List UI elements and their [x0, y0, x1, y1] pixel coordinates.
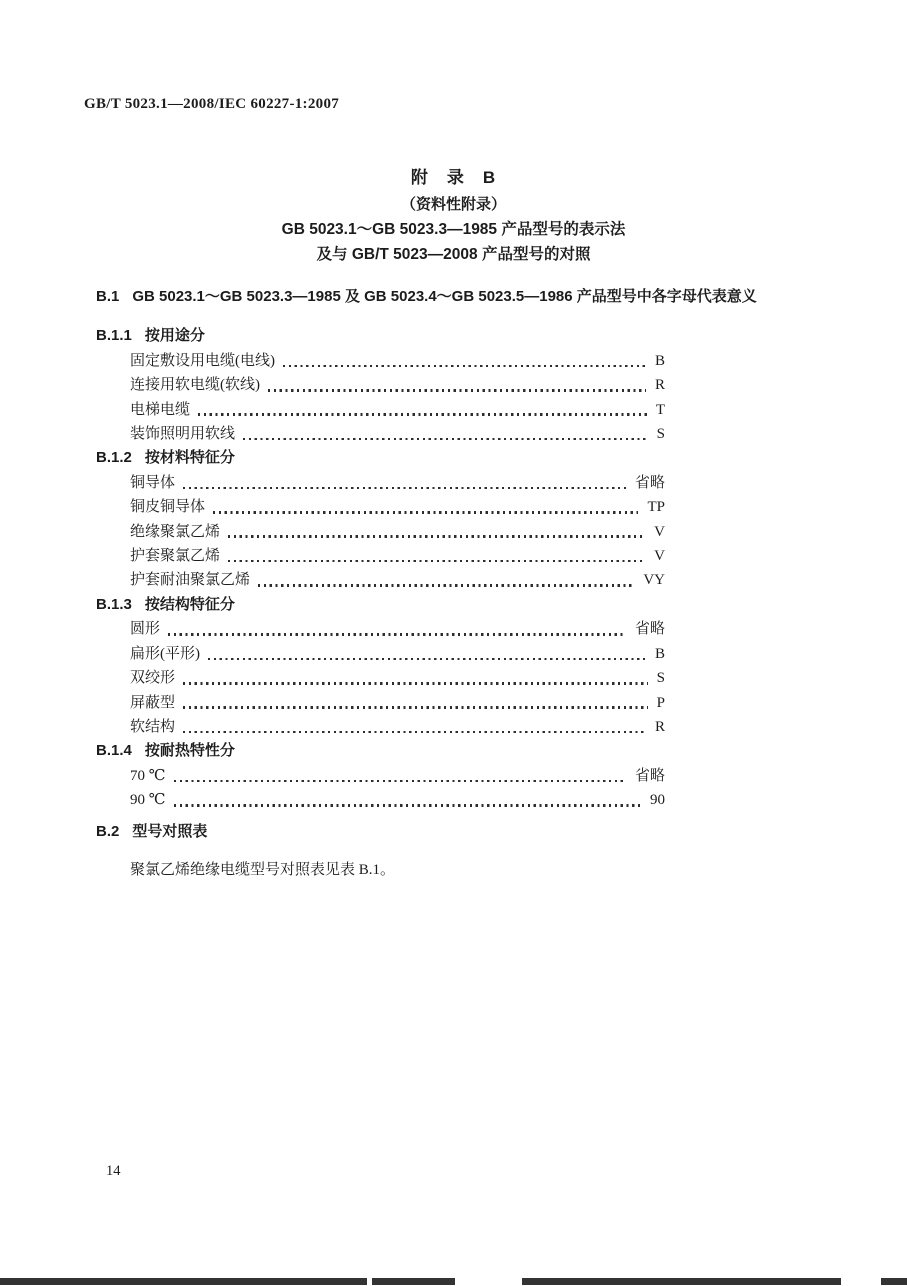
spec-item-row: [130, 788, 665, 812]
document-body: [96, 285, 791, 882]
spec-item-row: [130, 495, 665, 519]
subsection-b13-heading: [96, 593, 791, 617]
spec-item-code: 省略: [634, 767, 665, 784]
spec-item-row: [130, 642, 665, 666]
section-b1-title: GB 5023.1～GB 5023.3—1985 及 GB 5023.4～GB 5023.5—1986 产品型号中各字母代表意义: [132, 288, 757, 305]
spec-item-row: [130, 471, 665, 495]
dot-leader: [174, 780, 626, 783]
spec-item-code: V: [654, 548, 665, 565]
subsection-b12-heading: [96, 446, 791, 470]
spec-item-code: B: [654, 352, 665, 369]
spec-item-row: [130, 398, 665, 422]
scan-artifact-bar: [881, 1278, 907, 1285]
dot-leader: [198, 413, 647, 416]
subsection-b12-number: B.1.2: [96, 449, 132, 467]
spec-item-row: [130, 349, 665, 373]
spec-item-label: 双绞形: [130, 670, 176, 687]
spec-item-code: 省略: [634, 474, 665, 491]
spec-item-code: R: [654, 718, 665, 735]
spec-item-label: 固定敷设用电缆(电线): [130, 352, 275, 369]
spec-item-label: 连接用软电缆(软线): [130, 377, 260, 394]
spec-item-code: 省略: [634, 621, 665, 638]
section-b2-title: 型号对照表: [132, 822, 208, 840]
section-b1-heading: [96, 285, 791, 309]
spec-item-code: TP: [647, 499, 665, 516]
spec-item-label: 铜导体: [130, 474, 176, 491]
spec-item-row: [130, 520, 665, 544]
dot-leader: [283, 365, 646, 368]
subsection-b11-heading: [96, 324, 791, 348]
spec-item-label: 70 ℃: [130, 767, 166, 784]
scan-artifact-bar: [372, 1278, 455, 1285]
dot-leader: [183, 682, 648, 685]
dot-leader: [228, 560, 645, 563]
spec-item-row: [130, 422, 665, 446]
section-b2-number: B.2: [96, 822, 120, 840]
subsection-b11-title: 按用途分: [144, 327, 205, 345]
spec-item-label: 护套聚氯乙烯: [130, 548, 221, 565]
appendix-subtitle-line-2: 及与 GB/T 5023—2008 产品型号的对照: [316, 246, 591, 263]
spec-item-code: S: [656, 670, 665, 687]
spec-item-row: [130, 544, 665, 568]
spec-item-label: 90 ℃: [130, 792, 166, 809]
spec-item-label: 装饰照明用软线: [130, 426, 236, 443]
appendix-subtitle-line-1: GB 5023.1～GB 5023.3—1985 产品型号的表示法: [281, 221, 626, 238]
dot-leader: [183, 731, 646, 734]
spec-item-label: 屏蔽型: [130, 694, 176, 711]
page-number: 14: [106, 1163, 121, 1179]
subsection-b14-title: 按耐热特性分: [144, 742, 235, 760]
appendix-title-block: [0, 164, 907, 267]
spec-item-label: 护套耐油聚氯乙烯: [130, 572, 251, 589]
dot-leader: [228, 535, 645, 538]
dot-leader: [258, 584, 634, 587]
section-b2-heading: [96, 820, 791, 844]
spec-item-code: S: [656, 426, 665, 443]
subsection-b11-number: B.1.1: [96, 327, 132, 345]
subsection-b14-number: B.1.4: [96, 742, 132, 760]
spec-item-code: 90: [650, 792, 665, 809]
spec-item-label: 圆形: [130, 621, 161, 638]
dot-leader: [243, 438, 648, 441]
subsection-b14-heading: [96, 739, 791, 763]
spec-item-label: 铜皮铜导体: [130, 499, 206, 516]
spec-item-row: [130, 617, 665, 641]
spec-item-code: B: [654, 645, 665, 662]
dot-leader: [208, 658, 646, 661]
scan-artifact-bar: [522, 1278, 841, 1285]
spec-item-label: 电梯电缆: [130, 401, 191, 418]
section-b1-number: B.1: [96, 288, 120, 305]
spec-item-label: 软结构: [130, 718, 176, 735]
spec-item-code: R: [654, 377, 665, 394]
appendix-title: 附 录 B: [410, 168, 497, 187]
spec-item-row: [130, 373, 665, 397]
spec-item-code: P: [656, 694, 665, 711]
appendix-type-note: （资料性附录）: [400, 196, 506, 213]
dot-leader: [268, 389, 646, 392]
spec-item-label: 扁形(平形): [130, 645, 200, 662]
spec-item-label: 绝缘聚氯乙烯: [130, 523, 221, 540]
spec-item-row: [130, 764, 665, 788]
subsection-b13-title: 按结构特征分: [144, 595, 235, 613]
spec-item-row: [130, 715, 665, 739]
document-code-header: GB/T 5023.1—2008/IEC 60227-1:2007: [84, 96, 340, 112]
dot-leader: [213, 511, 638, 514]
spec-item-code: T: [655, 401, 665, 418]
dot-leader: [183, 487, 626, 490]
subsection-b13-number: B.1.3: [96, 595, 132, 613]
subsection-b12-title: 按材料特征分: [144, 449, 235, 467]
spec-item-row: [130, 666, 665, 690]
dot-leader: [174, 804, 641, 807]
spec-item-code: VY: [643, 572, 665, 589]
spec-item-row: [130, 568, 665, 592]
dot-leader: [168, 633, 626, 636]
dot-leader: [183, 706, 648, 709]
spec-item-row: [130, 691, 665, 715]
scan-artifact-bar: [0, 1278, 367, 1285]
section-b2-paragraph: 聚氯乙烯绝缘电缆型号对照表见表 B.1。: [130, 861, 396, 878]
spec-item-code: V: [654, 523, 665, 540]
